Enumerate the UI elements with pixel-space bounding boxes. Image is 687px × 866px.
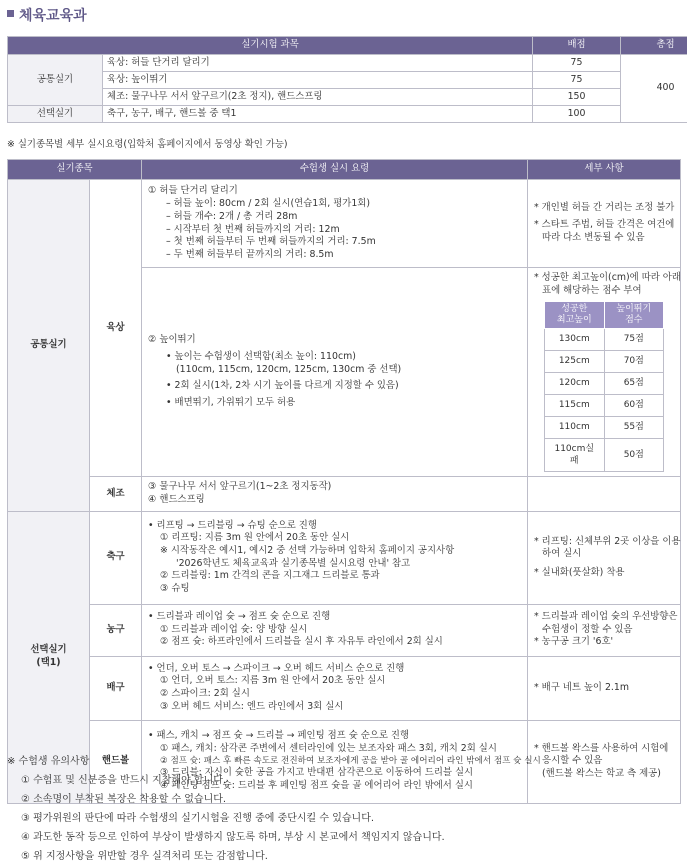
score-cell: 100: [533, 106, 621, 123]
mini-cell: 115cm: [545, 394, 605, 416]
track-label: 육상: [90, 180, 142, 477]
mini-cell: 110cm실패: [545, 438, 605, 471]
subject-cell: 육상: 허들 단거리 달리기: [103, 55, 533, 72]
detail-line: 따라 다소 변동될 수 있음: [542, 231, 645, 243]
highjump-title: ② 높이뛰기: [148, 334, 196, 346]
highjump-guide: [142, 268, 528, 477]
hurdle-detail: [528, 180, 681, 268]
hurdle-line: – 첫 번째 허들부터 두 번째 허들까지의 거리: 7.5m: [166, 236, 376, 248]
basketball-line: • 드리블과 레이업 슛 → 점프 슛 순으로 진행: [148, 611, 331, 623]
hurdle-guide: [142, 180, 528, 268]
header-guide: 수험생 실시 요령: [142, 160, 528, 180]
soccer-line: '2026학년도 체육교육과 실기종목별 실시요령 안내' 참고: [176, 557, 411, 569]
video-note: ※ 실기종목별 세부 실시요령(입학처 홈페이지에서 동영상 확인 가능): [7, 139, 288, 150]
detail-line: 응시할 수 있음: [542, 755, 603, 767]
note-item: ③ 평가위원의 판단에 따라 수험생의 실기시험을 진행 중에 중단시킬 수 있습니다.: [21, 813, 375, 824]
mini-cell: 50점: [604, 438, 664, 471]
mini-cell: 65점: [604, 372, 664, 394]
soccer-line: ③ 슈팅: [160, 583, 190, 594]
hurdle-line: – 시작부터 첫 번째 허들까지의 거리: 12m: [166, 223, 340, 235]
subject-cell: 축구, 농구, 배구, 핸드볼 중 택1: [103, 106, 533, 123]
highjump-detail: [528, 268, 681, 477]
score-table: [7, 36, 687, 123]
detail-line: * 스타트 주법, 허들 간격은 여건에: [534, 219, 675, 231]
volleyball-detail: [528, 656, 681, 720]
mini-cell: 110cm: [545, 416, 605, 438]
mini-cell: 130cm: [545, 328, 605, 350]
detail-line: * 배구 네트 높이 2.1m: [534, 681, 630, 693]
volleyball-label: 배구: [90, 656, 142, 720]
note-item: ④ 과도한 동작 등으로 인하여 부상이 발생하지 않도록 하며, 부상 시 본교에서 책임지지 않습니다.: [21, 832, 445, 843]
soccer-line: ※ 시작동작은 예시1, 예시2 중 선택 가능하며 입학처 홈페이지 공지사항: [160, 544, 455, 556]
mini-cell: 55점: [604, 416, 664, 438]
detail-line: 하여 실시: [542, 548, 582, 560]
subject-cell: 육상: 높이뛰기: [103, 72, 533, 89]
gym-line: ④ 핸드스프링: [148, 493, 205, 505]
hurdle-line: – 허들 개수: 2개 / 총 거리 28m: [166, 210, 298, 222]
highjump-line: (110cm, 115cm, 120cm, 125cm, 130cm 중 선택): [176, 363, 402, 375]
detail-line: 표에 해당하는 점수 부여: [542, 284, 642, 296]
detail-line: * 리프팅: 신체부위 2곳 이상을 이용: [534, 535, 681, 547]
highjump-line: • 배면뛰기, 가위뛰기 모두 허용: [166, 397, 296, 409]
gym-guide: [142, 477, 528, 511]
title-square-icon: [7, 10, 14, 17]
score-cell: 75: [533, 72, 621, 89]
gym-label: 체조: [90, 477, 142, 511]
common-label: 공통실기: [8, 180, 90, 512]
total-cell: 400: [621, 55, 687, 123]
handball-line: ② 점프 슛: 패스 후 빠른 속도로 전진하여 보조자에게 공을 받아 골 에어리어 라인 밖에서 점프 슛 실시: [160, 755, 541, 766]
soccer-guide: [142, 511, 528, 604]
basketball-guide: [142, 604, 528, 656]
caution-notes: [7, 752, 445, 866]
basketball-label: 농구: [90, 604, 142, 656]
soccer-line: ② 드리블링: 1m 간격의 콘을 지그재그 드리블로 통과: [160, 570, 380, 582]
detail-line: * 핸드볼 왁스를 사용하여 시험에: [534, 742, 669, 754]
guide-table: [7, 159, 681, 804]
detail-line: * 농구공 크기 '6호': [534, 636, 614, 648]
soccer-label: 축구: [90, 511, 142, 604]
highjump-line: • 높이는 수험생이 선택함(최소 높이: 110cm): [166, 351, 356, 363]
note-item: ① 수험표 및 신분증을 반드시 지참해야 합니다.: [21, 775, 227, 786]
header-subject: 실기시험 과목: [8, 37, 533, 55]
category-common: 공통실기: [8, 55, 103, 106]
mini-cell: 125cm: [545, 350, 605, 372]
highjump-score-table: [544, 301, 664, 472]
header-event: 실기종목: [8, 160, 142, 180]
elective-label: 선택실기 (택1): [8, 511, 90, 803]
header-total: 총점: [621, 37, 687, 55]
volleyball-guide: [142, 656, 528, 720]
volleyball-line: • 언더, 오버 토스 → 스파이크 → 오버 헤드 서비스 순으로 진행: [148, 662, 405, 674]
basketball-line: ① 드리블과 레이업 슛: 양 방향 실시: [160, 623, 308, 635]
volleyball-line: ① 언더, 오버 토스: 지름 3m 원 안에서 20초 동안 실시: [160, 675, 386, 687]
mini-header: 성공한 최고높이: [545, 302, 605, 329]
handball-detail: [528, 720, 681, 803]
mini-header: 높이뛰기 점수: [604, 302, 664, 329]
score-cell: 75: [533, 55, 621, 72]
volleyball-line: ③ 오버 헤드 서비스: 엔드 라인에서 3회 실시: [160, 700, 344, 712]
subject-cell: 체조: 물구나무 서서 앞구르기(2초 정지), 핸드스프링: [103, 89, 533, 106]
handball-line: ③ 드리블: 자신이 슛한 공을 가지고 반대편 삼각콘으로 이동하여 드리블 실시: [160, 767, 474, 779]
mini-cell: 60점: [604, 394, 664, 416]
note-item: ⑤ 위 지정사항을 위반할 경우 실격처리 또는 감점합니다.: [21, 851, 268, 862]
category-elective: 선택실기: [8, 106, 103, 123]
detail-line: * 성공한 최고높이(cm)에 따라 아래: [534, 272, 681, 283]
volleyball-line: ② 스파이크: 2회 실시: [160, 688, 250, 700]
detail-line: (핸드볼 왁스는 학교 측 제공): [542, 767, 661, 779]
basketball-line: ② 점프 슛: 하프라인에서 드리블을 실시 후 자유투 라인에서 2회 실시: [160, 636, 443, 648]
score-cell: 150: [533, 89, 621, 106]
mini-cell: 120cm: [545, 372, 605, 394]
header-score: 배점: [533, 37, 621, 55]
hurdle-title: ① 허들 단거리 달리기: [148, 185, 238, 197]
gym-detail: [528, 477, 681, 511]
basketball-detail: [528, 604, 681, 656]
header-detail: 세부 사항: [528, 160, 681, 180]
gym-line: ③ 물구나무 서서 앞구르기(1~2초 정지동작): [148, 481, 332, 493]
soccer-line: • 리프팅 → 드리블링 → 슈팅 순으로 진행: [148, 519, 317, 531]
handball-line: ① 패스, 캐치: 삼각콘 주변에서 센터라인에 있는 보조자와 패스 3회, 캐치 2회 실시: [160, 743, 497, 755]
note-item: ② 소속명이 부착된 복장은 착용할 수 없습니다.: [21, 794, 227, 805]
soccer-detail: [528, 511, 681, 604]
handball-line: ④ 페인팅 점프 슛: 드리블 후 페인팅 점프 슛을 골 에어리어 라인 밖에서 실시: [160, 780, 473, 792]
handball-line: • 패스, 캐치 → 점프 슛 → 드리블 → 페인팅 점프 슛 순으로 진행: [148, 730, 410, 742]
detail-line: 수험생이 정할 수 있음: [542, 623, 633, 635]
page-title: 체육교육과: [19, 8, 87, 24]
detail-line: * 개인별 허들 간 거리는 조정 불가: [534, 202, 675, 214]
hurdle-line: – 두 번째 허들부터 끝까지의 거리: 8.5m: [166, 248, 334, 260]
hurdle-line: – 허들 높이: 80cm / 2회 실시(연습1회, 평가1회): [166, 198, 371, 210]
soccer-line: ① 리프팅: 지름 3m 원 안에서 20초 동안 실시: [160, 532, 350, 544]
handball-label: 핸드볼: [90, 720, 142, 803]
mini-cell: 70점: [604, 350, 664, 372]
detail-line: * 드리블과 레이업 슛의 우선방향은: [534, 611, 678, 623]
notes-heading: ※ 수험생 유의사항: [7, 756, 90, 767]
highjump-line: • 2회 실시(1차, 2차 시기 높이를 다르게 지정할 수 있음): [166, 380, 399, 392]
mini-cell: 75점: [604, 328, 664, 350]
detail-line: * 실내화(풋살화) 착용: [534, 566, 625, 578]
